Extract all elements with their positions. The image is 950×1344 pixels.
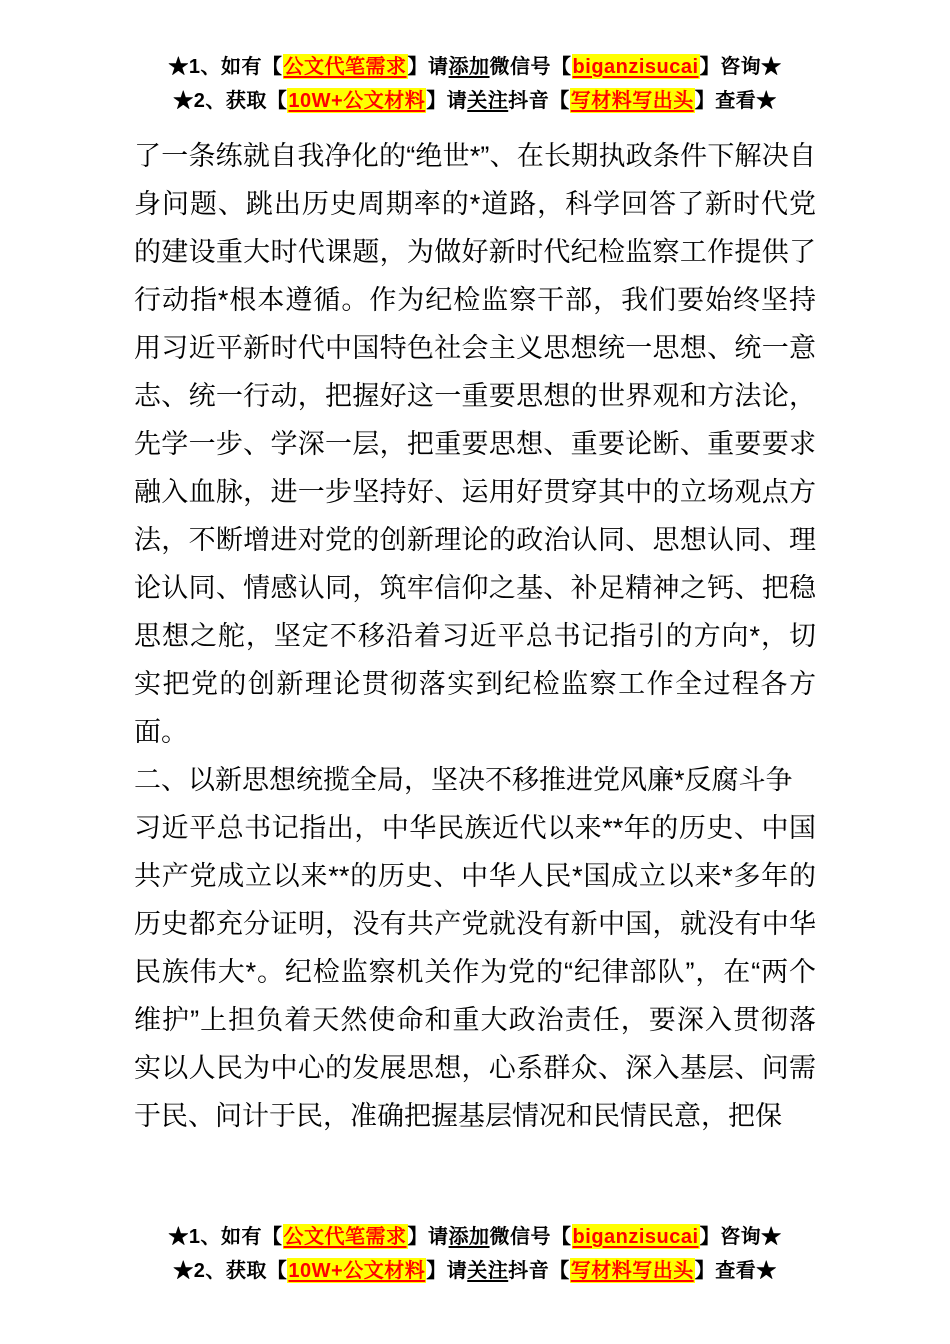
promo-text: 】请 (407, 1226, 449, 1248)
document-body (134, 132, 816, 1140)
promo-text: 】请 (426, 90, 468, 112)
promo-line-2 (0, 1254, 950, 1288)
body-paragraph-1: 了一条练就自我净化的“绝世*”、在长期执政条件下解决自身问题、跳出历史周期率的*道路，科学回答了新时代党的建设重大时代课题，为做好新时代纪检监察工作提供了行动指*根本遵循。作为纪检监察干部，我们要始终坚持用习近平新时代中国特色社会主义思想统一思想、统一意志、统一行动，把握好这一重要思想的世界观和方法论，先学一步、学深一层，把重要思想、重要论断、重要要求融入血脉，进一步坚持好、运用好贯穿其中的立场观点方法，不断增进对党的创新理论的政治认同、思想认同、理论认同、情感认同，筑牢信仰之基、补足精神之钙、把稳思想之舵，坚定不移沿着习近平总书记指引的方向*，切实把党的创新理论贯彻落实到纪检监察工作全过程各方面。 (134, 141, 816, 747)
promo-text: ★1、如有【 (168, 56, 283, 78)
promo-text: 】查看★ (694, 1260, 777, 1282)
highlight-keyword-writing-service: 公文代笔需求 (283, 1226, 407, 1248)
underline-action-follow: 关注 (467, 90, 509, 112)
promo-text: 微信号【 (489, 1226, 572, 1248)
wechat-id-highlight: biganzisucai (572, 56, 699, 78)
body-paragraph-2: 习近平总书记指出，中华民族近代以来**年的历史、中国共产党成立以来**的历史、中华人民*国成立以来*多年的历史都充分证明，没有共产党就没有新中国，就没有中华民族伟大*。纪检监察机关作为党的“纪律部队”，在“两个维护”上担负着天然使命和重大政治责任，要深入贯彻落实以人民为中心的发展思想，心系群众、深入基层、问需于民、问计于民，准确把握基层情况和民情民意，把保 (134, 813, 816, 1131)
douyin-account-highlight: 写材料写出头 (570, 90, 694, 112)
promo-text: 微信号【 (489, 56, 572, 78)
promo-line-2 (0, 84, 950, 118)
underline-action-add: 添加 (448, 56, 490, 78)
promo-text: 】咨询★ (699, 1226, 782, 1248)
promo-banner-top (0, 0, 950, 118)
highlight-keyword-materials: 10W+公文材料 (288, 1260, 426, 1282)
douyin-account-highlight: 写材料写出头 (570, 1260, 694, 1282)
promo-text: 抖音【 (508, 90, 570, 112)
promo-line-1 (0, 1220, 950, 1254)
promo-text: 】请 (407, 56, 449, 78)
wechat-id-highlight: biganzisucai (572, 1226, 699, 1248)
promo-text: 抖音【 (508, 1260, 570, 1282)
highlight-keyword-materials: 10W+公文材料 (288, 90, 426, 112)
promo-text: 】请 (426, 1260, 468, 1282)
highlight-keyword-writing-service: 公文代笔需求 (283, 56, 407, 78)
promo-text: 】咨询★ (699, 56, 782, 78)
promo-text: ★2、获取【 (173, 90, 288, 112)
promo-text: ★2、获取【 (173, 1260, 288, 1282)
promo-banner-bottom (0, 1220, 950, 1288)
section-heading: 二、以新思想统揽全局，坚决不移推进党风廉*反腐斗争 (134, 765, 793, 795)
promo-text: 】查看★ (694, 90, 777, 112)
promo-text: ★1、如有【 (168, 1226, 283, 1248)
underline-action-follow: 关注 (467, 1260, 509, 1282)
promo-line-1 (0, 50, 950, 84)
underline-action-add: 添加 (448, 1226, 490, 1248)
